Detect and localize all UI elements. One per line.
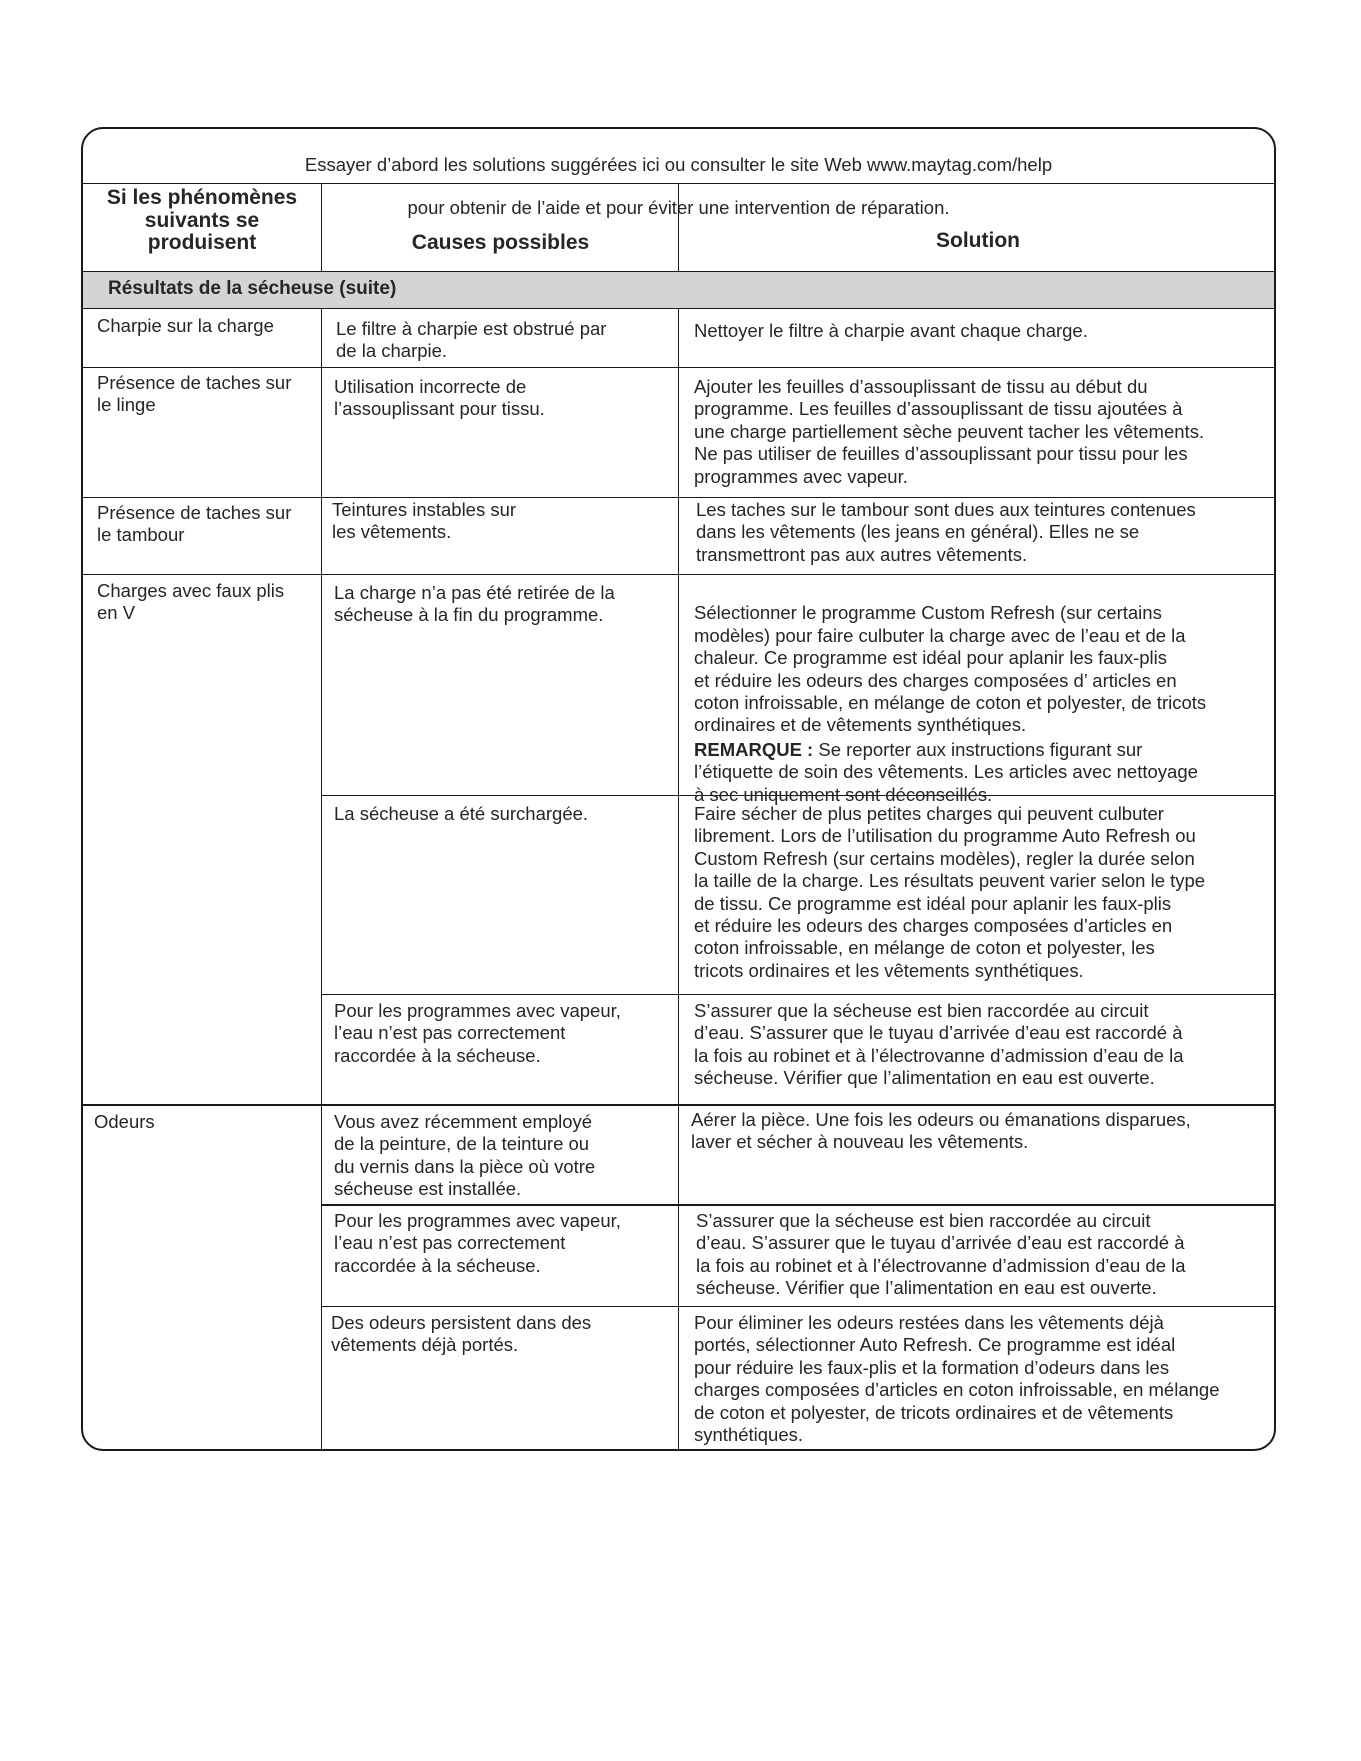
column-divider bbox=[678, 308, 679, 1451]
intro-line-1: Essayer d’abord les solutions suggérées ici ou consulter le site Web www.maytag.com/help bbox=[304, 153, 1053, 175]
symptom-cell: Odeurs bbox=[94, 1111, 155, 1132]
cause-cell: Vous avez récemment employé de la peinture, de la teinture ou du vernis dans la pièce où votre sécheuse est installée. bbox=[334, 1111, 596, 1200]
solution-cell: Les taches sur le tambour sont dues aux teintures contenues dans les vêtements (les jeans en général). Elles ne se transmettront pas aux autres vêtements. bbox=[696, 499, 1196, 565]
solution-text: Sélectionner le programme Custom Refresh (sur certains modèles) pour faire culbuter la charge avec de l’eau et de la chaleur. Ce programme est idéal pour aplanir les faux-plis et réduire les odeurs des charges composées d’ articles en coton infroissable, en mélange de coton et polyester, de tricots ordinaires et de vêtements synthétiques. bbox=[694, 602, 1207, 736]
column-divider bbox=[321, 183, 322, 271]
cause-cell: Le filtre à charpie est obstrué par de la charpie. bbox=[336, 318, 607, 362]
solution-cell bbox=[694, 580, 1206, 828]
symptom-cell: Charges avec faux plis en V bbox=[97, 580, 285, 624]
note-text: Se reporter aux instructions figurant sur l’étiquette de soin des vêtements. Les articles avec nettoyage à sec uniquement sont déconseillés. bbox=[694, 738, 1198, 805]
solution-cell: S’assurer que la sécheuse est bien raccordée au circuit d’eau. S’assurer que le tuyau d’arrivée d’eau est raccordé à la fois au robinet et à l’électrovanne d’admission d’eau de la sécheuse. Vérifier que l’alimentation en eau est ouverte. bbox=[696, 1210, 1186, 1299]
row-divider bbox=[321, 1306, 1274, 1307]
solution-cell: Ajouter les feuilles d’assouplissant de tissu au début du programme. Les feuilles d’assouplissant de tissu ajoutées à une charge partiellement sèche peuvent tacher les vêtements. Ne pas utiliser de feuilles d’assouplissant pour tissu pour les programmes avec vapeur. bbox=[694, 376, 1205, 487]
cause-cell: Pour les programmes avec vapeur, l’eau n’est pas correctement raccordée à la sécheuse. bbox=[334, 1210, 621, 1276]
column-divider bbox=[321, 308, 322, 1451]
row-divider bbox=[83, 497, 1274, 498]
note-label: REMARQUE : bbox=[694, 738, 814, 760]
row-divider bbox=[83, 367, 1274, 368]
header-cause: Causes possibles bbox=[411, 231, 590, 254]
column-divider bbox=[678, 183, 679, 271]
cause-cell: Teintures instables sur les vêtements. bbox=[332, 499, 517, 543]
row-divider bbox=[321, 1204, 1274, 1206]
cause-cell: Des odeurs persistent dans des vêtements déjà portés. bbox=[331, 1312, 592, 1356]
symptom-cell: Présence de taches sur le linge bbox=[97, 372, 292, 416]
cause-cell: Pour les programmes avec vapeur, l’eau n’est pas correctement raccordée à la sécheuse. bbox=[334, 1000, 621, 1066]
symptom-cell: Présence de taches sur le tambour bbox=[97, 502, 292, 546]
solution-note bbox=[694, 739, 1206, 806]
symptom-cell: Charpie sur la charge bbox=[97, 315, 274, 336]
solution-cell: Nettoyer le filtre à charpie avant chaque charge. bbox=[694, 320, 1088, 341]
divider bbox=[83, 271, 1274, 272]
solution-cell: S’assurer que la sécheuse est bien raccordée au circuit d’eau. S’assurer que le tuyau d’arrivée d’eau est raccordé à la fois au robinet et à l’électrovanne d’admission d’eau de la sécheuse. Vérifier que l’alimentation en eau est ouverte. bbox=[694, 1000, 1184, 1089]
cause-cell: Utilisation incorrecte de l’assouplissant pour tissu. bbox=[334, 376, 545, 420]
header-symptom: Si les phénomènes suivants se produisent bbox=[106, 186, 298, 254]
row-divider bbox=[83, 574, 1274, 575]
solution-cell: Aérer la pièce. Une fois les odeurs ou émanations disparues, laver et sécher à nouveau les vêtements. bbox=[691, 1109, 1191, 1153]
cause-cell: La sécheuse a été surchargée. bbox=[334, 803, 589, 824]
row-divider bbox=[321, 994, 1274, 995]
solution-cell: Pour éliminer les odeurs restées dans les vêtements déjà portés, sélectionner Auto Refresh. Ce programme est idéal pour réduire les faux-plis et la formation d’odeurs dans les charges composées d’articles en coton infroissable, en mélange de coton et polyester, de tricots ordinaires et de vêtements synthétiques. bbox=[694, 1312, 1220, 1446]
cause-cell: La charge n’a pas été retirée de la sécheuse à la fin du programme. bbox=[334, 582, 615, 626]
troubleshooting-table bbox=[81, 127, 1276, 1451]
header-solution: Solution bbox=[936, 229, 1020, 252]
intro-line-2: pour obtenir de l’aide et pour éviter une intervention de réparation. bbox=[407, 196, 950, 218]
row-divider bbox=[83, 1104, 1274, 1106]
solution-cell: Faire sécher de plus petites charges qui peuvent culbuter librement. Lors de l’utilisation du programme Auto Refresh ou Custom Refresh (sur certains modèles), regler la durée selon la taille de la charge. Les résultats peuvent varier selon le type de tissu. Ce programme est idéal pour aplanir les faux-plis et réduire les odeurs des charges composées d’articles en coton infroissable, en mélange de coton et polyester, les tricots ordinaires et les vêtements synthétiques. bbox=[694, 803, 1206, 981]
section-title: Résultats de la sécheuse (suite) bbox=[108, 278, 397, 299]
